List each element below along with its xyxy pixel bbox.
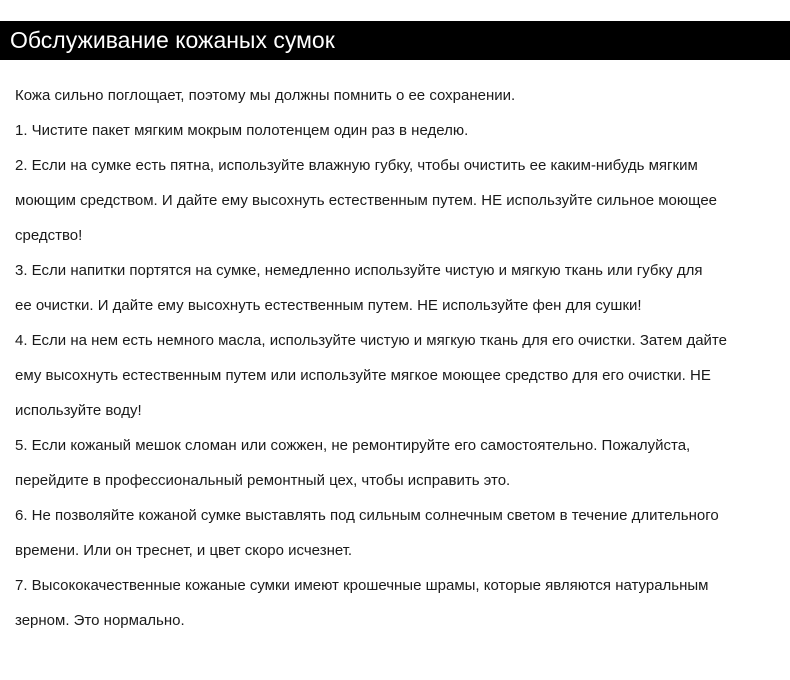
instruction-line: ее очистки. И дайте ему высохнуть естественным путем. НЕ используйте фен для сушки! <box>15 297 642 314</box>
instruction-line: используйте воду! <box>15 402 142 419</box>
instruction-line: моющим средством. И дайте ему высохнуть естественным путем. НЕ используйте сильное моющее <box>15 192 717 209</box>
intro-text: Кожа сильно поглощает, поэтому мы должны помнить о ее сохранении. <box>15 87 516 104</box>
instruction-line: 6. Не позволяйте кожаной сумке выставлять под сильным солнечным светом в течение длительного <box>15 507 719 524</box>
instruction-line: 7. Высококачественные кожаные сумки имеют крошечные шрамы, которые являются натуральным <box>15 577 709 594</box>
instruction-line: 5. Если кожаный мешок сломан или сожжен, не ремонтируйте его самостоятельно. Пожалуйста, <box>15 437 691 454</box>
instruction-line: 4. Если на нем есть немного масла, используйте чистую и мягкую ткань для его очистки. Затем дайте <box>15 332 727 349</box>
instruction-line: 2. Если на сумке есть пятна, используйте влажную губку, чтобы очистить ее каким-нибудь мягким <box>15 157 698 174</box>
care-instructions <box>15 78 785 638</box>
title-bar <box>0 21 790 60</box>
instruction-line: времени. Или он треснет, и цвет скоро исчезнет. <box>15 542 353 559</box>
instruction-line: ему высохнуть естественным путем или используйте мягкое моющее средство для его очистки. НЕ <box>15 367 711 384</box>
instruction-line: 3. Если напитки портятся на сумке, немедленно используйте чистую и мягкую ткань или губку для <box>15 262 703 279</box>
instruction-line: средство! <box>15 227 83 244</box>
instruction-line: перейдите в профессиональный ремонтный цех, чтобы исправить это. <box>15 472 511 489</box>
instruction-line: 1. Чистите пакет мягким мокрым полотенцем один раз в неделю. <box>15 122 469 139</box>
instruction-line: зерном. Это нормально. <box>15 612 185 629</box>
page-title: Обслуживание кожаных сумок <box>10 27 335 53</box>
